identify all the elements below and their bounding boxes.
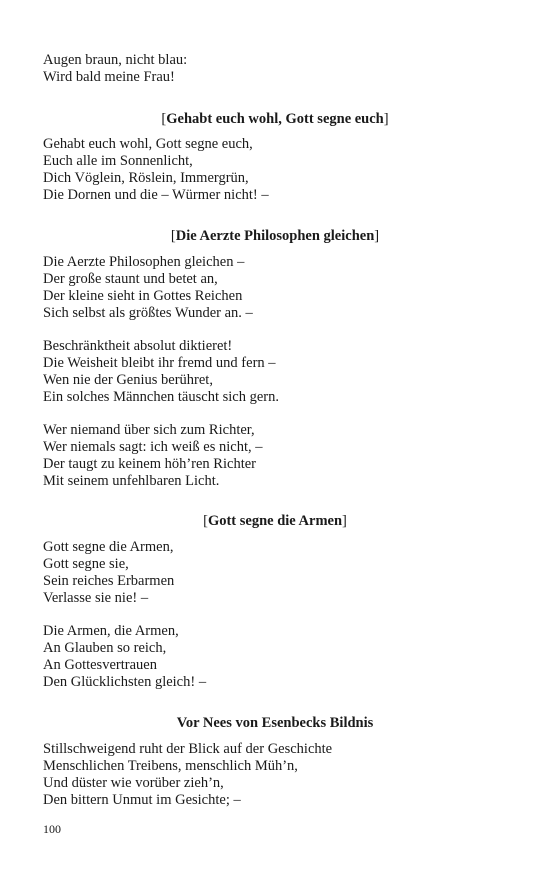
poem-line: Wer niemand über sich zum Richter, [43, 422, 255, 438]
poem-line: Den bittern Unmut im Gesichte; – [43, 792, 241, 808]
poem-line: Gott segne sie, [43, 556, 129, 572]
poem-line: Mit seinem unfehlbaren Licht. [43, 473, 220, 489]
poem-line: Der taugt zu keinem höh’ren Richter [43, 456, 256, 472]
poem-line: Die Aerzte Philosophen gleichen – [43, 254, 245, 270]
poem-line: Der große staunt und betet an, [43, 271, 218, 287]
poem-title: [Gott segne die Armen] [203, 513, 347, 529]
page-number: 100 [43, 822, 61, 836]
poem-line: Die Weisheit bleibt ihr fremd und fern – [43, 355, 276, 371]
poem-line: Stillschweigend ruht der Blick auf der Geschichte [43, 741, 333, 757]
poem-line: Ein solches Männchen täuscht sich gern. [43, 389, 279, 405]
poem-line: Menschlichen Treibens, menschlich Müh’n, [43, 758, 298, 774]
poem-line: Verlasse sie nie! – [43, 590, 149, 606]
poem-title: [Gehabt euch wohl, Gott segne euch] [161, 111, 389, 127]
poem-title: Vor Nees von Esenbecks Bildnis [176, 715, 374, 731]
poem-line: Die Dornen und die – Würmer nicht! – [43, 187, 269, 203]
poem-line: Sein reiches Erbarmen [43, 573, 175, 589]
poem-line: Wird bald meine Frau! [43, 69, 175, 85]
poem-line: Die Armen, die Armen, [43, 623, 179, 639]
poem-line: An Glauben so reich, [43, 640, 167, 656]
poem-line: Gehabt euch wohl, Gott segne euch, [43, 136, 253, 152]
poem-line: Und düster wie vorüber zieh’n, [43, 775, 224, 791]
poem-line: Gott segne die Armen, [43, 539, 174, 555]
poem-line: Dich Vöglein, Röslein, Immergrün, [43, 170, 249, 186]
poem-line: Den Glücklichsten gleich! – [43, 674, 207, 690]
poem-title: [Die Aerzte Philosophen gleichen] [170, 228, 380, 244]
poem-line: Sich selbst als größtes Wunder an. – [43, 305, 253, 321]
poem-line: Beschränktheit absolut diktieret! [43, 338, 233, 354]
poem-line: Wen nie der Genius berühret, [43, 372, 213, 388]
poem-line: Der kleine sieht in Gottes Reichen [43, 288, 243, 304]
poem-line: Wer niemals sagt: ich weiß es nicht, – [43, 439, 263, 455]
poem-line: Euch alle im Sonnenlicht, [43, 153, 193, 169]
poem-line: An Gottesvertrauen [43, 657, 157, 673]
poem-line: Augen braun, nicht blau: [43, 52, 188, 68]
